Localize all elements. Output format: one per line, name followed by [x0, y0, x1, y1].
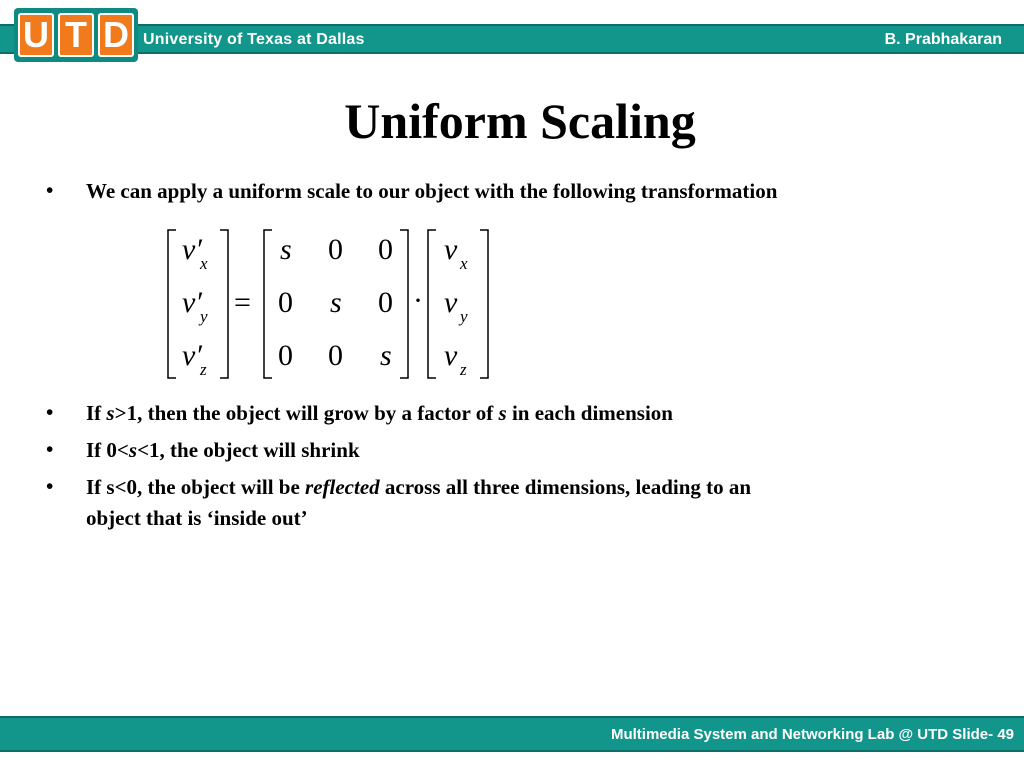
bullet-marker: •: [46, 437, 54, 461]
header-bar: [0, 24, 1024, 54]
lhs-sub-x: x: [200, 254, 208, 273]
matrix-cell: 0: [278, 286, 293, 319]
bullet-2-text: [86, 398, 946, 429]
utd-logo: [14, 8, 138, 62]
matrix-cell: 0: [278, 339, 293, 372]
matrix-cell: 0: [328, 233, 343, 266]
matrix-cell: 0: [328, 339, 343, 372]
bullet-3-var-s: s: [128, 438, 138, 462]
matrix-cell: 0: [378, 233, 393, 266]
rhs-v-x: v: [444, 233, 458, 266]
bullet-3-part: If 0<: [86, 438, 129, 462]
bullet-3-text: [86, 435, 946, 466]
logo-letter-u: U: [18, 13, 54, 57]
bullet-4-line-2: object that is ‘inside out’: [86, 506, 308, 530]
bullet-1-text: [86, 176, 946, 207]
logo-letter-t: T: [58, 13, 94, 57]
logo-letter-d: D: [98, 13, 134, 57]
matrix-cell: s: [380, 339, 392, 372]
bullet-4-part: If s<0, the object will be: [86, 475, 306, 499]
bullet-4-reflected: reflected: [305, 475, 380, 499]
lhs-v-x: v′: [182, 233, 202, 266]
rhs-sub-z: z: [460, 360, 467, 379]
bullet-marker: •: [46, 400, 54, 424]
lhs-sub-z: z: [200, 360, 207, 379]
bullet-3-part: <1, the object will shrink: [137, 438, 360, 462]
bullet-2-part: >1, then the object will grow by a factor of: [114, 401, 499, 425]
slide-title: Uniform Scaling: [344, 93, 696, 149]
bullet-2-part: If: [86, 401, 107, 425]
bullet-4-part: across all three dimensions, leading to an: [379, 475, 752, 499]
scaling-equation: [160, 222, 500, 384]
rhs-sub-y: y: [460, 307, 468, 326]
lhs-v-y: v′: [182, 286, 202, 319]
lhs-v-z: v′: [182, 339, 202, 372]
bullet-1-part: We can apply a uniform scale to our object with the following transformation: [86, 179, 778, 203]
bullet-2-part: in each dimension: [506, 401, 673, 425]
bullet-4-text: [86, 472, 946, 534]
bullet-4-line-1: [86, 472, 946, 503]
rhs-v-y: v: [444, 286, 458, 319]
matrix-cell: 0: [378, 286, 393, 319]
matrix-cell: s: [280, 233, 292, 266]
bullet-2-var-s: s: [498, 401, 507, 425]
lhs-sub-y: y: [200, 307, 208, 326]
author-name: B. Prabhakaran: [884, 31, 1002, 48]
bullet-marker: •: [46, 474, 54, 498]
equals-sign: =: [234, 286, 251, 319]
bullet-2-var-s: s: [106, 401, 115, 425]
bullet-marker: •: [46, 178, 54, 202]
rhs-v-z: v: [444, 339, 458, 372]
footer-label: Multimedia System and Networking Lab @ UTD Slide- 49: [610, 726, 1014, 743]
dot-operator: ·: [413, 284, 423, 317]
institution-name: University of Texas at Dallas: [143, 31, 365, 48]
rhs-sub-x: x: [460, 254, 468, 273]
footer-bar: [0, 716, 1024, 752]
matrix-cell: s: [330, 286, 342, 319]
